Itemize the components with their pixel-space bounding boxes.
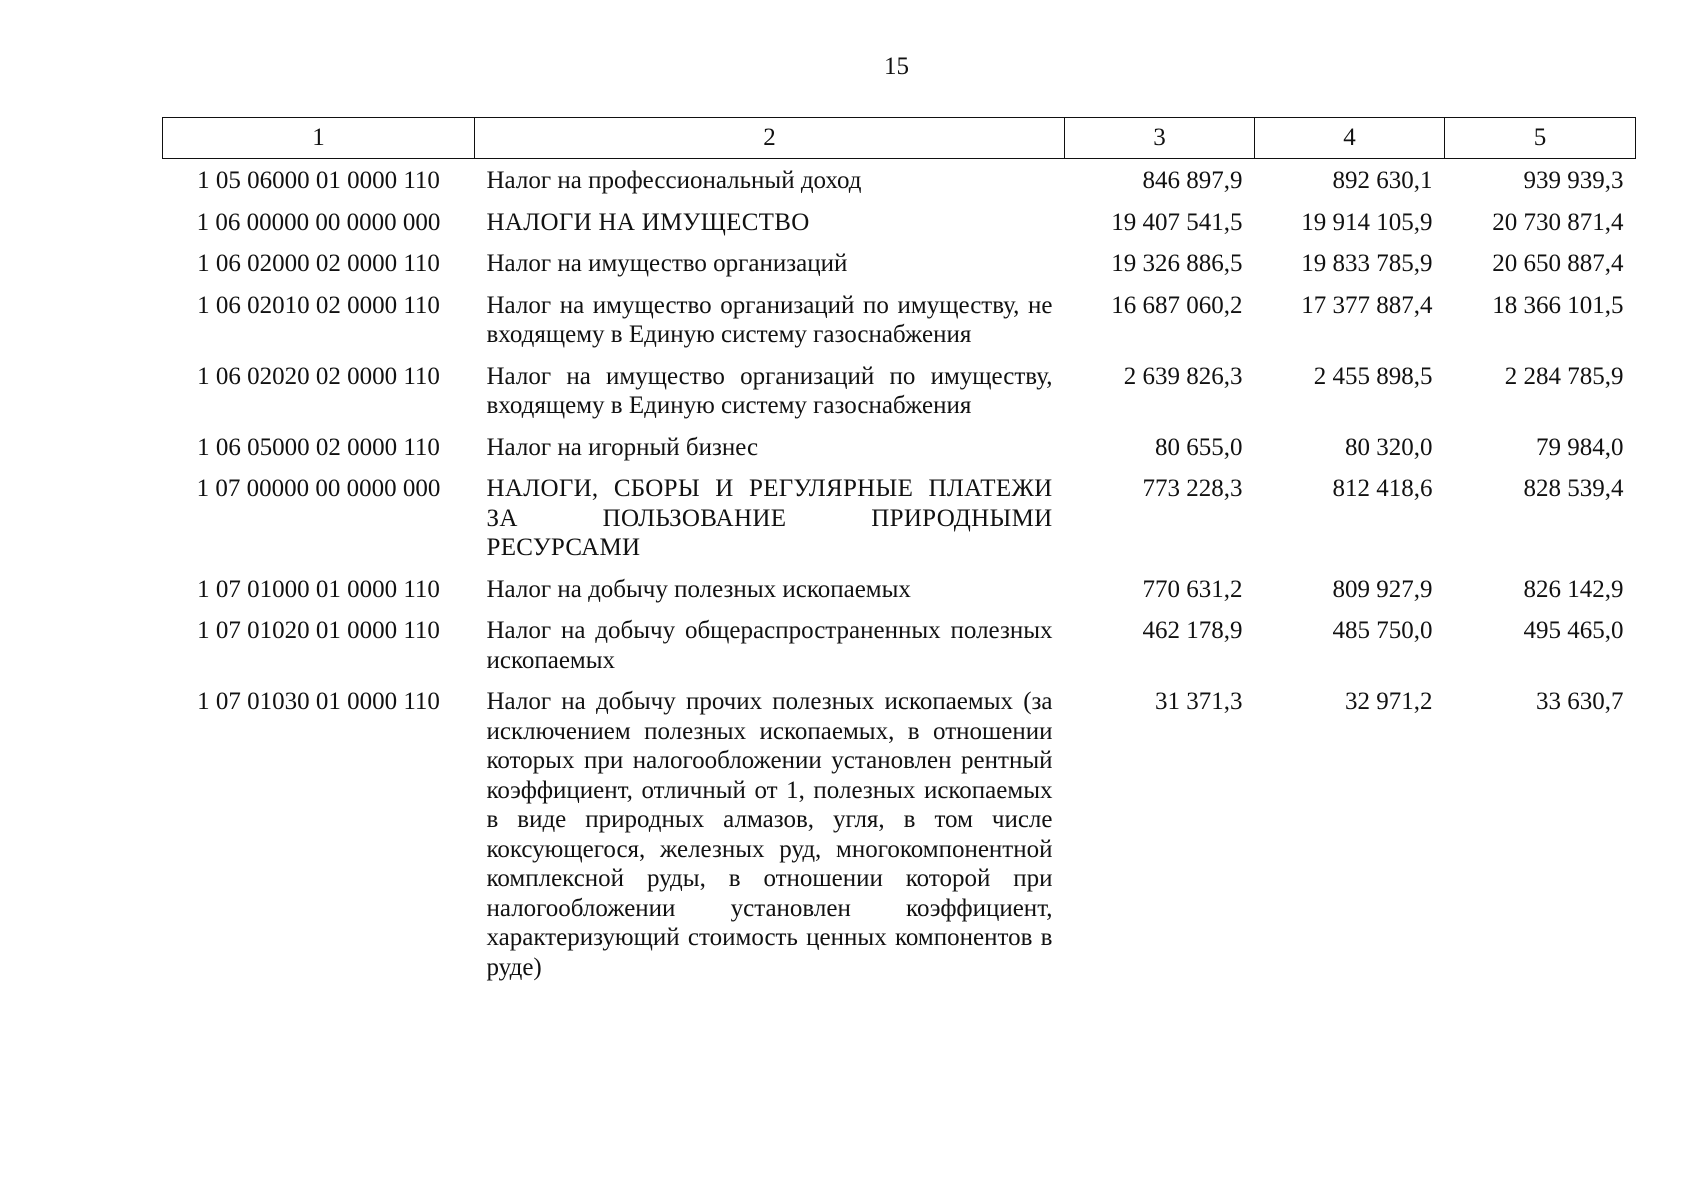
value-col3-cell: 80 655,0 bbox=[1155, 433, 1243, 461]
value-col3-cell: 19 407 541,5 bbox=[1111, 208, 1243, 236]
column-header-4: 4 bbox=[1255, 118, 1445, 159]
budget-code-cell: 1 07 01030 01 0000 110 bbox=[197, 688, 440, 715]
column-header-5: 5 bbox=[1445, 118, 1636, 159]
column-header-3: 3 bbox=[1065, 118, 1255, 159]
value-col4-cell: 19 833 785,9 bbox=[1301, 250, 1433, 277]
budget-code-cell: 1 06 02010 02 0000 110 bbox=[197, 291, 440, 319]
column-header-1: 1 bbox=[163, 118, 475, 159]
table-row bbox=[163, 159, 1636, 208]
value-col5-cell: 2 284 785,9 bbox=[1504, 362, 1624, 390]
table-row bbox=[163, 687, 1636, 994]
revenue-name-cell: НАЛОГИ, СБОРЫ И РЕГУЛЯРНЫЕ ПЛАТЕЖИ ЗА ПОЛЬЗОВАНИЕ ПРИРОДНЫМИ РЕСУРСАМИ bbox=[486, 475, 1053, 561]
value-col5-cell: 495 465,0 bbox=[1523, 617, 1624, 644]
value-col4-cell: 80 320,0 bbox=[1345, 433, 1433, 461]
value-col3-cell: 16 687 060,2 bbox=[1111, 291, 1243, 319]
budget-code-cell: 1 07 01020 01 0000 110 bbox=[197, 617, 440, 644]
value-col4-cell: 2 455 898,5 bbox=[1313, 362, 1433, 390]
table-row bbox=[163, 433, 1636, 475]
revenue-name-cell: Налог на имущество организаций bbox=[486, 250, 848, 277]
value-col5-cell: 33 630,7 bbox=[1536, 688, 1624, 715]
value-col5-cell: 79 984,0 bbox=[1536, 433, 1624, 461]
budget-code-cell: 1 06 02000 02 0000 110 bbox=[197, 250, 440, 277]
revenue-name-cell: Налог на игорный бизнес bbox=[486, 433, 759, 461]
revenue-name-cell: Налог на имущество организаций по имуществу, не входящему в Единую систему газоснабжения bbox=[486, 291, 1053, 348]
page-number: 15 bbox=[884, 53, 909, 80]
revenue-name-cell: Налог на имущество организаций по имуществу, входящему в Единую систему газоснабжения bbox=[486, 362, 1053, 419]
value-col3-cell: 770 631,2 bbox=[1142, 575, 1243, 603]
table-row bbox=[163, 249, 1636, 291]
revenue-name-cell: НАЛОГИ НА ИМУЩЕСТВО bbox=[486, 208, 810, 236]
budget-code-cell: 1 06 00000 00 0000 000 bbox=[196, 208, 441, 236]
value-col4-cell: 17 377 887,4 bbox=[1301, 291, 1433, 319]
column-number-header-row bbox=[163, 118, 1636, 159]
budget-code-cell: 1 06 05000 02 0000 110 bbox=[197, 433, 440, 461]
value-col3-cell: 846 897,9 bbox=[1142, 167, 1243, 194]
table-row bbox=[163, 362, 1636, 433]
value-col4-cell: 19 914 105,9 bbox=[1301, 208, 1433, 236]
revenue-name-cell: Налог на профессиональный доход bbox=[486, 167, 862, 194]
budget-code-cell: 1 05 06000 01 0000 110 bbox=[197, 167, 440, 194]
revenue-name-cell: Налог на добычу общераспространенных полезных ископаемых bbox=[486, 617, 1053, 674]
budget-revenue-table bbox=[162, 117, 1636, 994]
value-col4-cell: 485 750,0 bbox=[1332, 617, 1433, 644]
budget-code-cell: 1 07 01000 01 0000 110 bbox=[197, 575, 440, 603]
value-col5-cell: 18 366 101,5 bbox=[1492, 291, 1624, 319]
value-col5-cell: 939 939,3 bbox=[1523, 167, 1624, 194]
value-col5-cell: 20 730 871,4 bbox=[1492, 208, 1624, 236]
value-col4-cell: 32 971,2 bbox=[1345, 688, 1433, 715]
value-col4-cell: 812 418,6 bbox=[1332, 475, 1433, 502]
value-col5-cell: 20 650 887,4 bbox=[1492, 250, 1624, 277]
budget-code-cell: 1 07 00000 00 0000 000 bbox=[196, 475, 441, 502]
budget-code-cell: 1 06 02020 02 0000 110 bbox=[197, 362, 440, 390]
revenue-name-cell: Налог на добычу полезных ископаемых bbox=[486, 575, 911, 603]
value-col3-cell: 31 371,3 bbox=[1155, 688, 1243, 715]
table-row bbox=[163, 575, 1636, 617]
table-row bbox=[163, 616, 1636, 687]
table-row bbox=[163, 208, 1636, 250]
value-col5-cell: 828 539,4 bbox=[1523, 475, 1624, 502]
table-row bbox=[163, 474, 1636, 575]
value-col3-cell: 19 326 886,5 bbox=[1111, 250, 1243, 277]
value-col4-cell: 892 630,1 bbox=[1332, 167, 1433, 194]
revenue-name-cell: Налог на добычу прочих полезных ископаемых (за исключением полезных ископаемых, в отношении которых при налогообложении установлен рентный коэффициент, отличный от 1, полезных ископаемых в виде природных алмазов, угля, в том числе коксующегося, железных руд, многокомпонентной комплексной руды, в отношении которой при налогообложении установлен коэффициент, характеризующий стоимость ценных компонентов в руде) bbox=[486, 688, 1053, 981]
value-col5-cell: 826 142,9 bbox=[1523, 575, 1624, 603]
value-col3-cell: 2 639 826,3 bbox=[1123, 362, 1243, 390]
column-header-2: 2 bbox=[475, 118, 1065, 159]
value-col3-cell: 462 178,9 bbox=[1142, 617, 1243, 644]
value-col3-cell: 773 228,3 bbox=[1142, 475, 1243, 502]
value-col4-cell: 809 927,9 bbox=[1332, 575, 1433, 603]
table-row bbox=[163, 291, 1636, 362]
